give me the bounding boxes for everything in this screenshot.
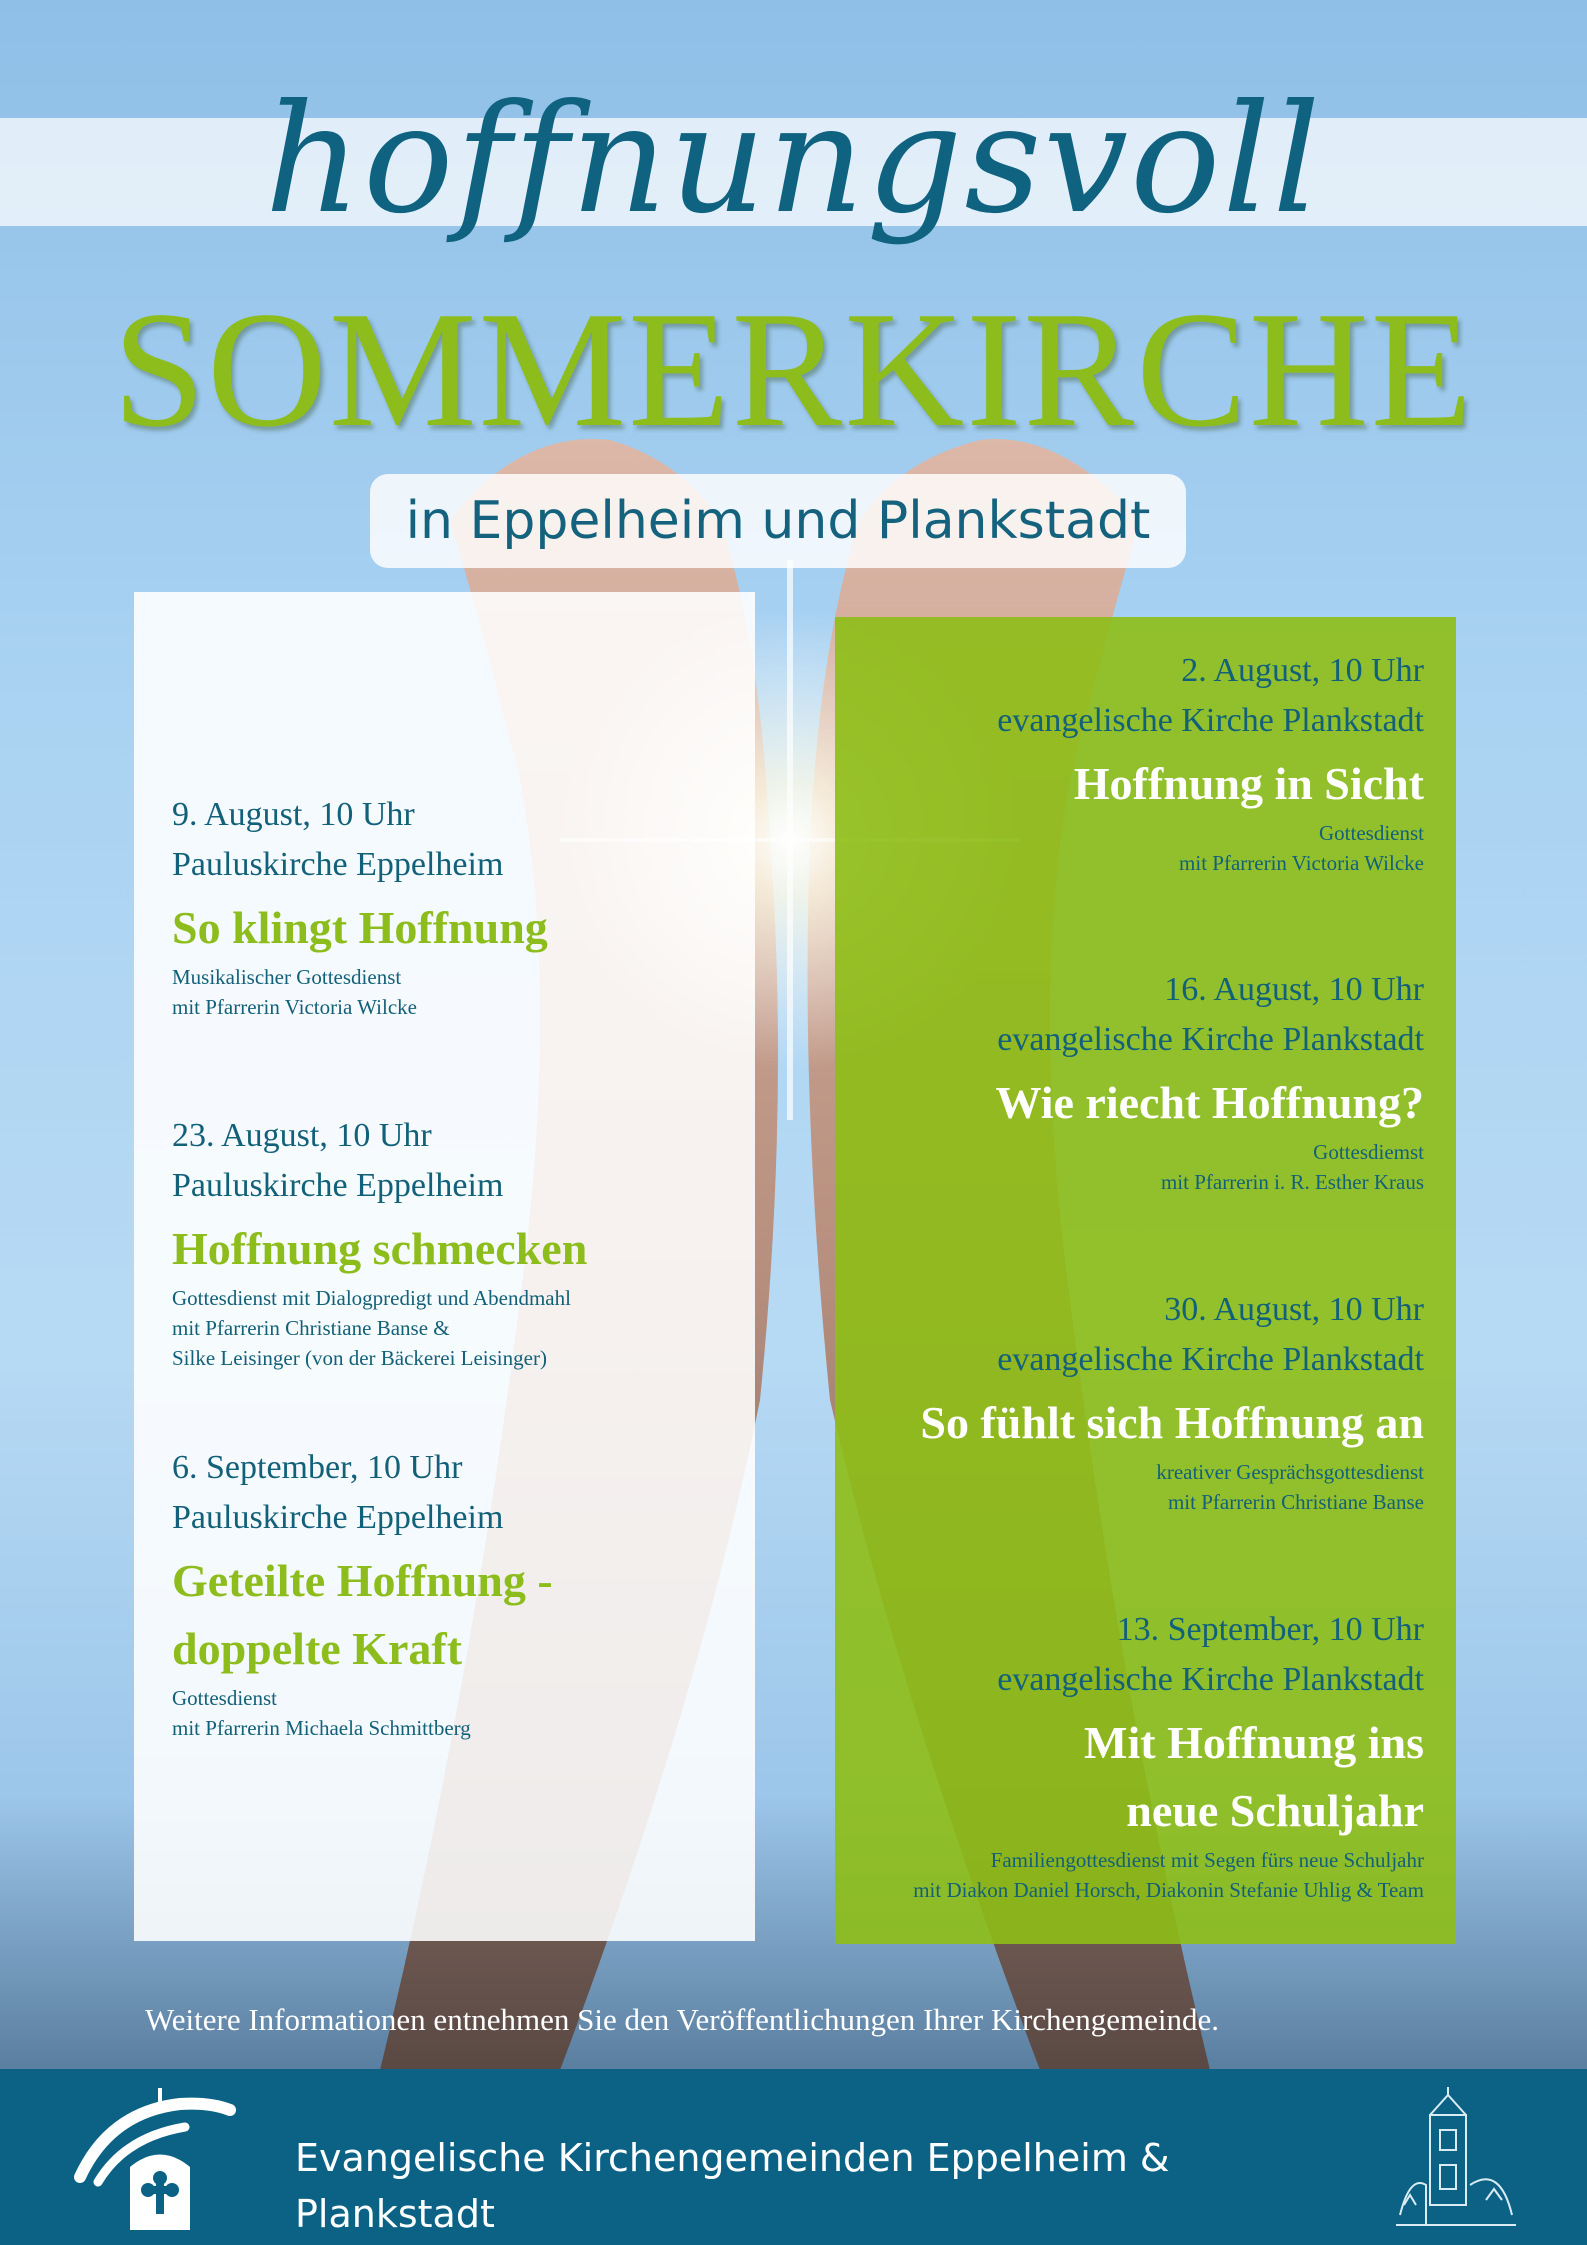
event-title: Wie riecht Hoffnung? [995,1077,1424,1128]
event-desc: Gottesdienst [172,1686,277,1710]
plankstadt-church-drawing-icon [1390,2085,1520,2235]
subtitle-box [370,474,1186,568]
event-desc: Gottesdiemst [1313,1140,1424,1164]
event-location: Pauluskirche Eppelheim [172,1167,504,1204]
subtitle: in Eppelheim und Plankstadt [405,491,1151,551]
event-desc: mit Pfarrerin Victoria Wilcke [1179,851,1424,875]
event-location: evangelische Kirche Plankstadt [997,1021,1424,1058]
event-right-4 [850,1605,1424,1905]
event-desc: mit Pfarrerin Victoria Wilcke [172,995,417,1019]
event-title: So fühlt sich Hoffnung an [920,1397,1424,1448]
event-title: neue Schuljahr [1126,1785,1424,1836]
event-location: evangelische Kirche Plankstadt [997,1341,1424,1378]
event-date: 2. August, 10 Uhr [1181,652,1424,689]
event-desc: mit Diakon Daniel Horsch, Diakonin Stefanie Uhlig & Team [913,1878,1424,1902]
event-location: Pauluskirche Eppelheim [172,1499,504,1536]
event-desc: Gottesdienst [1319,821,1424,845]
event-desc: mit Pfarrerin Christiane Banse [1167,1490,1424,1514]
event-desc: mit Pfarrerin Christiane Banse & [172,1316,450,1340]
event-title: Hoffnung schmecken [172,1223,588,1274]
event-date: 23. August, 10 Uhr [172,1117,432,1154]
event-date: 9. August, 10 Uhr [172,796,415,833]
event-desc: Gottesdienst mit Dialogpredigt und Abendmahl [172,1286,571,1310]
event-date: 13. September, 10 Uhr [1116,1611,1424,1648]
event-date: 6. September, 10 Uhr [172,1449,463,1486]
event-desc: mit Pfarrerin Michaela Schmittberg [172,1716,471,1740]
event-location: evangelische Kirche Plankstadt [997,1661,1424,1698]
main-title: SOMMERKIRCHE [112,277,1475,461]
event-title: Geteilte Hoffnung - [172,1555,553,1606]
event-location: Pauluskirche Eppelheim [172,846,504,883]
event-desc: Familiengottesdienst mit Segen fürs neue Schuljahr [990,1848,1424,1872]
event-desc: Silke Leisinger (von der Bäckerei Leisinger) [172,1346,547,1370]
event-left-3 [172,1443,732,1743]
pauluskirche-logo-icon [70,2082,240,2232]
event-left-2 [172,1111,732,1373]
event-title: doppelte Kraft [172,1623,463,1674]
event-date: 16. August, 10 Uhr [1164,971,1424,1008]
event-desc: kreativer Gesprächsgottesdienst [1156,1460,1424,1484]
script-title: hoffnungsvoll [264,73,1323,247]
event-right-1 [850,646,1424,878]
event-location: evangelische Kirche Plankstadt [997,702,1424,739]
footer-text: Evangelische Kirchengemeinden Eppelheim & Plankstadt [295,2136,1170,2236]
event-left-1 [172,790,732,1022]
event-title: So klingt Hoffnung [172,902,548,953]
event-title: Hoffnung in Sicht [1073,758,1424,809]
event-date: 30. August, 10 Uhr [1164,1291,1424,1328]
event-title: Mit Hoffnung ins [1084,1717,1424,1768]
event-right-2 [850,965,1424,1197]
event-desc: Musikalischer Gottesdienst [172,965,402,989]
event-right-3 [850,1285,1424,1517]
info-text: Weitere Informationen entnehmen Sie den Veröffentlichungen Ihrer Kirchengemeinde. [145,2002,1220,2037]
event-desc: mit Pfarrerin i. R. Esther Kraus [1160,1170,1424,1194]
